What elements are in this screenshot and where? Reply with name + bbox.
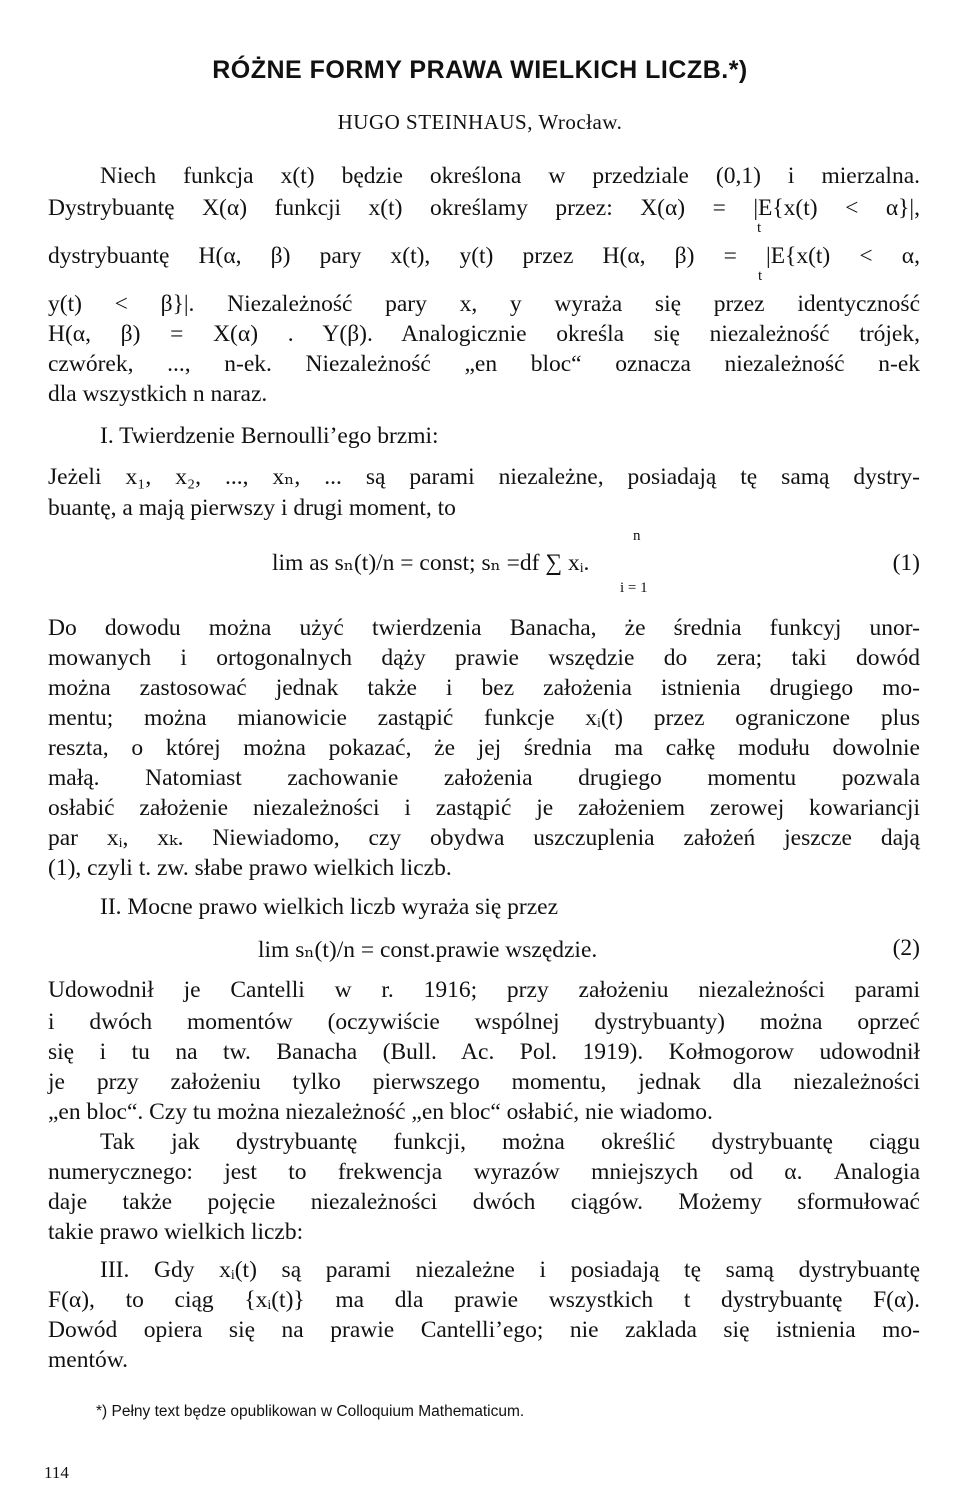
- text-line: III. Gdy xᵢ(t) są parami niezależne i posiadają tę samą dystrybuantę: [100, 1257, 920, 1283]
- text-line: numerycznego: jest to frekwencja wyrazów mniejszych od α. Analogia: [48, 1159, 920, 1185]
- text-line: można zastosować jednak także i bez założenia istnienia drugiego mo-: [48, 675, 920, 701]
- text-line: reszta, o której można pokazać, że jej średnia ma całkę modułu dowolnie: [48, 735, 920, 761]
- text-line: par xᵢ, xₖ. Niewiadomo, czy obydwa uszczuplenia założeń jeszcze dają: [48, 825, 920, 851]
- text-line: H(α, β) = X(α) . Y(β). Analogicznie określa się niezależność trójek,: [48, 321, 920, 347]
- text-line: dystrybuantę H(α, β) pary x(t), y(t) przez H(α, β) = |E{x(t) < α,: [48, 243, 920, 269]
- text-line: (1), czyli t. zw. słabe prawo wielkich liczb.: [48, 855, 452, 881]
- subscript-t: t: [758, 268, 763, 284]
- text-line: „en bloc“. Czy tu można niezależność „en bloc“ osłabić, nie wiadomo.: [48, 1099, 713, 1125]
- text-line: I. Twierdzenie Bernoulli’ego brzmi:: [100, 423, 439, 449]
- text-line: i dwóch momentów (oczywiście wspólnej dystrybuanty) można oprzeć: [48, 1009, 920, 1035]
- text-line: buantę, a mają pierwszy i drugi moment, to: [48, 495, 456, 521]
- text-line: mentów.: [48, 1347, 129, 1373]
- text-line: je przy założeniu tylko pierwszego momentu, jednak dla niezależności: [48, 1069, 920, 1095]
- text-line: czwórek, ..., n-ek. Niezależność „en bloc“ oznacza niezależność n-ek: [48, 351, 920, 377]
- page-title: RÓŻNE FORMY PRAWA WIELKICH LICZB.*): [212, 56, 748, 84]
- text-line: daje także pojęcie niezależności dwóch ciągów. Możemy sformułować: [48, 1189, 920, 1215]
- text-line: osłabić założenie niezależności i zastąpić je założeniem zerowej kowariancji: [48, 795, 920, 821]
- text-line: Do dowodu można użyć twierdzenia Banacha, że średnia funkcyj unor-: [48, 615, 920, 641]
- text-line: Jeżeli x₁, x₂, ..., xₙ, ... są parami niezależne, posiadają tę samą dystry-: [48, 464, 920, 490]
- text-line: F(α), to ciąg {xᵢ(t)} ma dla prawie wszystkich t dystrybuantę F(α).: [48, 1287, 920, 1313]
- page-number: 114: [44, 1463, 69, 1482]
- text-line: małą. Natomiast zachowanie założenia drugiego momentu pozwala: [48, 765, 920, 791]
- text-line: Niech funkcja x(t) będzie określona w przedziale (0,1) i mierzalna.: [100, 163, 920, 189]
- author-line: HUGO STEINHAUS, Wrocław.: [337, 110, 623, 134]
- text-line: mowanych i ortogonalnych dąży prawie wszędzie do zera; taki dowód: [48, 645, 920, 671]
- text-line: Dowód opiera się na prawie Cantelli’ego; nie zaklada się istnienia mo-: [48, 1317, 920, 1343]
- text-line: takie prawo wielkich liczb:: [48, 1219, 304, 1245]
- text-line: Tak jak dystrybuantę funkcji, można określić dystrybuantę ciągu: [100, 1129, 920, 1155]
- text-line: się i tu na tw. Banacha (Bull. Ac. Pol. 1919). Kołmogorow udowodnił: [48, 1039, 920, 1065]
- equation-2: lim sₙ(t)/n = const.prawie wszędzie.: [258, 937, 598, 963]
- equation-lower-limit: i = 1: [620, 580, 648, 596]
- text-line: y(t) < β}|. Niezależność pary x, y wyraża się przez identyczność: [48, 291, 920, 317]
- equation-2-number: (2): [892, 935, 920, 961]
- equation-1: lim as sₙ(t)/n = const; sₙ =df ∑ xᵢ.: [272, 550, 590, 576]
- text-line: Udowodnił je Cantelli w r. 1916; przy założeniu niezależności parami: [48, 977, 920, 1003]
- text-line: II. Mocne prawo wielkich liczb wyraża się przez: [100, 894, 559, 920]
- subscript-t: t: [757, 220, 762, 236]
- text-line: mentu; można mianowicie zastąpić funkcje xᵢ(t) przez ograniczone plus: [48, 705, 920, 731]
- equation-upper-limit: n: [633, 528, 641, 544]
- equation-1-number: (1): [892, 550, 920, 576]
- text-line: Dystrybuantę X(α) funkcji x(t) określamy przez: X(α) = |E{x(t) < α}|,: [48, 195, 920, 221]
- footnote: *) Pełny text będze opublikowan w Colloquium Mathematicum.: [96, 1403, 525, 1420]
- text-line: dla wszystkich n naraz.: [48, 381, 268, 407]
